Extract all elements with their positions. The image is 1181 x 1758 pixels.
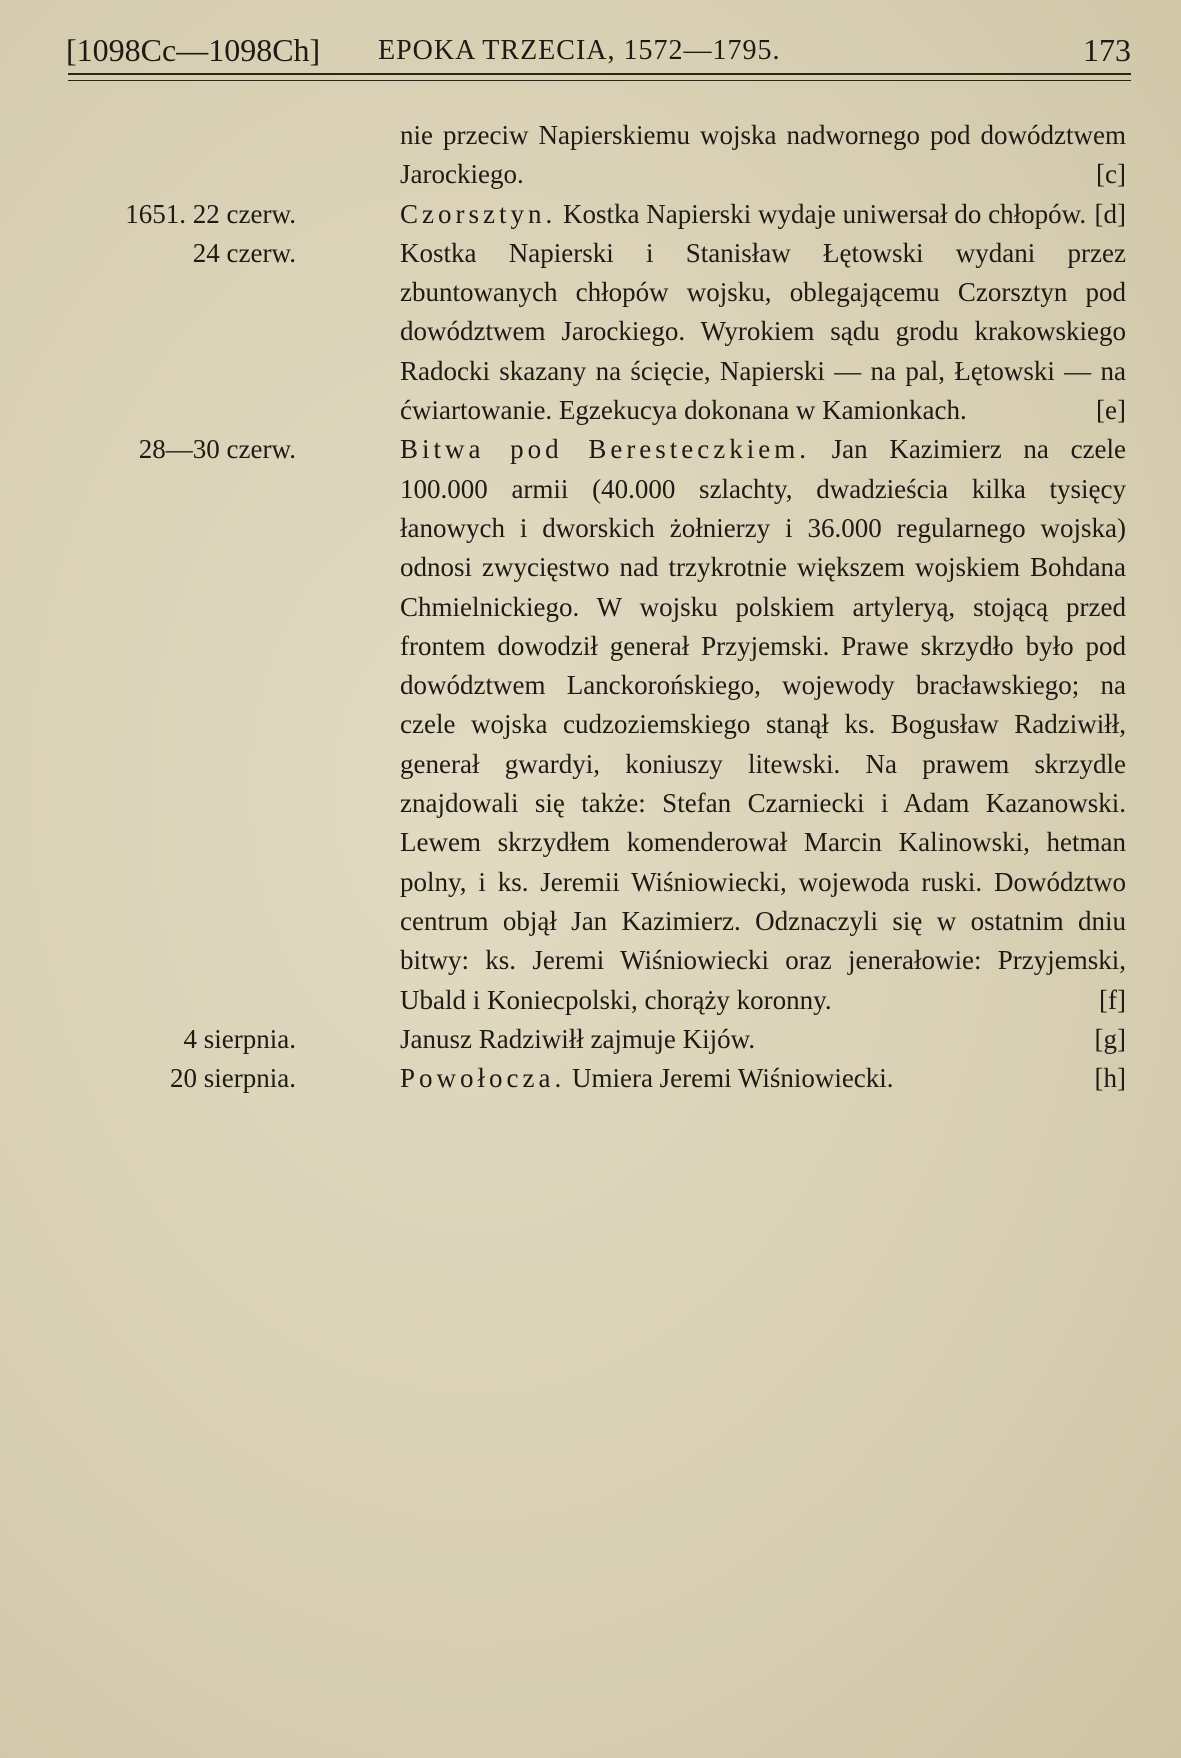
entry-ref: [h]: [1094, 1063, 1126, 1094]
entry-date: 24 czerw.: [192, 237, 296, 268]
entry-place: Bitwa pod Beresteczkiem.: [400, 434, 810, 465]
entry-ref: [f]: [1099, 984, 1126, 1015]
entry-body: Janusz Radziwiłł zajmuje Kijów.: [400, 1023, 756, 1054]
entry-body: nie przeciw Napierskiemu wojska nadwornego pod dowództwem Jarockiego.: [400, 120, 1126, 190]
entry-text: [400, 430, 1126, 1019]
entry-text: [400, 195, 1126, 234]
entry-body: Kostka Napierski wydaje uniwersał do chłopów.: [562, 198, 1087, 229]
entry-ref: [e]: [1096, 395, 1126, 426]
entry-date: 4 sierpnia.: [183, 1023, 296, 1054]
entry-text: [400, 1059, 1126, 1098]
entry-body: Jan Kazimierz na czele 100.000 armii (40.000 szlachty, dwadzieścia kilka tysięcy łanowych i dworskich żołnierzy i 36.000 regularnego wojska) odnosi zwycięstwo nad trzykrotnie większem wojskiem Bohdana Chmielnickiego. W wojsku polskiem artyleryą, stojącą przed frontem dowodził generał Przyjemski. Prawe skrzydło było pod dowództwem Lanckorońskiego, wojewody bracławskiego; na czele wojska cudzoziemskiego stanął ks. Bogusław Radziwiłł, generał gwardyi, koniuszy litewski. Na prawem skrzydle znajdowali się także: Stefan Czarniecki i Adam Kazanowski. Lewem skrzydłem komenderował Marcin Kalinowski, hetman polny, i ks. Jeremii Wiśniowiecki, wojewoda ruski. Dowództwo centrum objął Jan Kazimierz. Odznaczyli się w ostatnim dniu bitwy: ks. Jeremi Wiśniowiecki oraz jenerałowie: Przyjemski, Ubald i Koniecpolski, chorąży koronny.: [400, 434, 1127, 1015]
entry-beresteczko: [0, 430, 1181, 1019]
chronology-body: [0, 116, 1181, 1098]
entry-place: Powołocza.: [400, 1063, 566, 1094]
entry-text: [400, 234, 1126, 430]
entry-napierski-execution: [0, 234, 1181, 430]
header-rule-thin: [68, 80, 1131, 81]
entry-date: 28—30 czerw.: [138, 434, 296, 465]
entry-continuation: [0, 116, 1181, 195]
header-rule-thick: [68, 73, 1131, 75]
entry-ref: [c]: [1096, 159, 1126, 190]
entry-text: [400, 116, 1126, 195]
entry-text: [400, 1020, 1126, 1059]
entry-powolocza: [0, 1059, 1181, 1098]
entry-ref: [g]: [1094, 1023, 1126, 1054]
entry-date: 1651. 22 czerw.: [125, 198, 296, 229]
entry-date: 20 sierpnia.: [170, 1063, 296, 1094]
entry-czorsztyn-universal: [0, 195, 1181, 234]
entry-body: Kostka Napierski i Stanisław Łętowski wydani przez zbuntowanych chłopów wojsku, oblegającemu Czorsztyn pod dowództwem Jarockiego. Wyrokiem sądu grodu krakowskiego Radocki skazany na ścięcie, Napierski — na pal, Łętowski — na ćwiartowanie. Egzekucya dokonana w Kamionkach.: [400, 237, 1126, 426]
page-number: 173: [1083, 32, 1131, 68]
entry-body: Umiera Jeremi Wiśniowiecki.: [571, 1063, 894, 1094]
header-title: EPOKA TRZECIA, 1572—1795.: [378, 35, 781, 66]
header-range: [1098Cc—1098Ch]: [66, 32, 321, 68]
entry-place: Czorsztyn.: [400, 198, 557, 229]
entry-ref: [d]: [1094, 198, 1126, 229]
entry-kijow: [0, 1020, 1181, 1059]
